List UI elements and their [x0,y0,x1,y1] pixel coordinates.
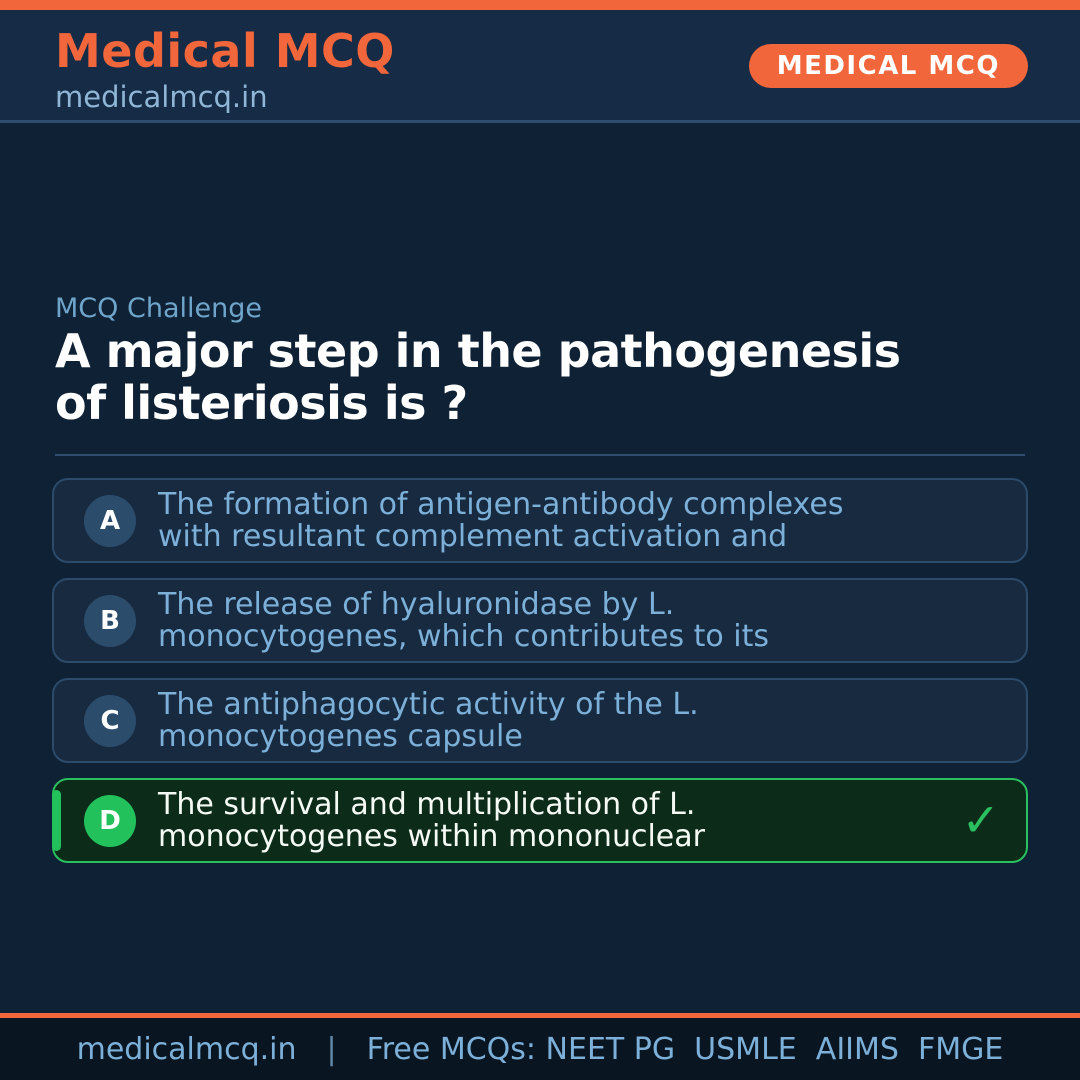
option-d-correct[interactable] [52,778,1028,863]
option-d-text [158,786,705,854]
question-line-2: of listeriosis is ? [55,376,468,430]
option-a-text-line-1: The formation of antigen-antibody complexes [158,486,844,522]
brand-title: Medical MCQ [55,24,395,78]
question-section [0,123,1080,1013]
option-d-text-line-2: monocytogenes within mononuclear [158,818,705,854]
footer-tagline: Free MCQs: NEET PG USMLE AIIMS FMGE [366,1031,1004,1067]
option-a-text-line-2: with resultant complement activation and [158,518,788,554]
option-c-text-line-2: monocytogenes capsule [158,718,523,754]
option-c-letter-badge: C [84,695,136,747]
brand-subtitle: medicalmcq.in [55,80,268,114]
question-line-1: A major step in the pathogenesis [55,324,901,378]
option-b-text-line-1: The release of hyaluronidase by L. [158,586,675,622]
options-list [52,478,1028,863]
option-a[interactable] [52,478,1028,563]
option-c-text [158,686,699,754]
quiz-label: MCQ Challenge [55,293,262,324]
option-b-text [158,586,770,654]
option-b-letter-badge: B [84,595,136,647]
header [0,10,1080,123]
option-b[interactable] [52,578,1028,663]
option-a-letter-badge: A [84,495,136,547]
option-b-text-line-2: monocytogenes, which contributes to its [158,618,770,654]
option-d-text-line-1: The survival and multiplication of L. [158,786,696,822]
footer-separator: | [326,1031,337,1067]
check-icon: ✓ [961,792,1000,847]
footer [0,1018,1080,1080]
footer-site: medicalmcq.in [76,1031,297,1067]
brand-badge: MEDICAL MCQ [749,44,1028,88]
option-d-letter-badge: D [84,795,136,847]
option-a-text [158,486,844,554]
option-c-text-line-1: The antiphagocytic activity of the L. [158,686,699,722]
question-text [55,325,1025,429]
option-c[interactable] [52,678,1028,763]
question-divider [55,454,1025,456]
top-accent-bar [0,0,1080,10]
correct-accent-bar [52,790,61,851]
